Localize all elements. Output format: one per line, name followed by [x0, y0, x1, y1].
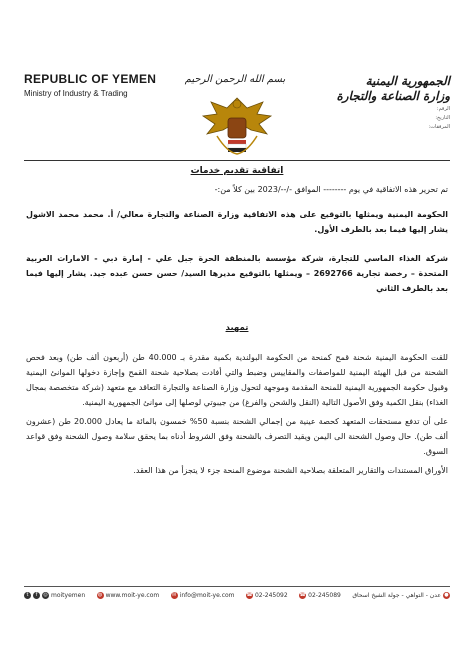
ref-date-label: التاريخ: — [435, 115, 450, 121]
phone-icon: ☎ — [246, 591, 253, 598]
preamble-body — [26, 350, 448, 482]
instagram-icon: ◎ — [43, 591, 48, 598]
second-party-paragraph: شركة الغذاء الماسي للتجارة، شركة مؤسسة بالمنطقة الحرة جبل علي - إمارة دبي - الامارات العربية المتحدة – رخصة تجارية 2692766 – ويمثلها بالتوقيع مديرها السيد/ حسن حسن عبده جيد. يشار إليها فيما بعد بالطرف الثاني — [26, 254, 448, 293]
country-name-ar: الجمهورية اليمنية — [365, 74, 450, 88]
header-divider — [24, 160, 450, 161]
social-handle[interactable] — [24, 592, 85, 599]
address-text: عدن - التواهي - جولة الشيخ اسحاق — [352, 591, 441, 599]
preamble-paragraph: الأوراق المستندات والتقارير المتعلقة بصلاحية الشحنة موضوع المنحة جزء لا يتجزأ من هذا العقد. — [133, 466, 448, 475]
yemen-emblem-icon — [197, 92, 277, 158]
preamble-paragraph: للقت الحكومة اليمنية شحنة قمح كمنحة من الحكومة البولندية بكمية مقدرة بـ 40.000 طن (أربعون ألف طن) وبعد فحص الشحنة من قبل الهيئة اليمنية للمواصفات والمقاييس وضبط والتي أفادت بصلاحية شحنة القمح وإجازة دخولها الموانئ اليمنية وقبول حكومة الجمهورية اليمنية للمنحة المقدمة وموجهة لتحول وزارة الصناعة والتجارة التعاقد مع متعهد (شركة متخصصة بمجال الغذاء) بنقل الكمية وفق الأصول التالية (النقل والشحن والفرغ) من جيبوتي لوصلها إلى موانئ الجمهورية اليمنية. — [26, 353, 448, 407]
basmala-text: بسم الله الرحمن الرحيم — [184, 74, 286, 85]
address — [352, 592, 450, 599]
footer-divider — [24, 586, 450, 587]
email-text: info@moit-ye.com — [179, 591, 235, 599]
intro-line: تم تحرير هذه الاتفاقية في يوم -------- الموافق -/--/2023 بين كلاً من:- — [214, 185, 448, 194]
facebook-icon: f — [33, 592, 40, 599]
social-handle-text: moityemen — [51, 591, 86, 599]
website-text: www.moit-ye.com — [105, 591, 160, 599]
phone-2[interactable] — [299, 592, 341, 599]
phone-1-text: 02-245092 — [254, 591, 288, 599]
ministry-name-ar: وزارة الصناعة والتجارة — [336, 89, 450, 103]
twitter-icon: t — [24, 592, 31, 599]
letterhead-english — [24, 72, 156, 98]
globe-icon: ◍ — [97, 591, 103, 598]
country-name-en: REPUBLIC OF YEMEN — [24, 72, 157, 86]
ref-number-label: الرقم: — [436, 106, 450, 112]
phone-icon: ☎ — [299, 591, 306, 598]
ministry-name-en: Ministry of Industry & Trading — [24, 89, 128, 98]
first-party-paragraph: الحكومة اليمنية ويمثلها بالتوقيع على هذه الاتفاقية وزارة الصناعة والتجارة معالي/ أ. محمد محمد الاشول يشار إليها فيما بعد بالطرف الأول. — [26, 210, 448, 234]
website-link[interactable] — [97, 592, 160, 599]
footer-bar — [24, 589, 450, 601]
phone-2-text: 02-245089 — [308, 591, 341, 599]
email-icon: ✉ — [172, 591, 177, 598]
preamble-paragraph: على أن تدفع مستحقات المتعهد كحصة عينية من إجمالي الشحنة بنسبة 50% خمسون بالمائة ما يعادل 20.000 طن (عشرون ألف طن). حال وصول الشحنة الى اليمن ويقيد التصرف بالشحنة وفق الشروط أدناه بما يحقق سلامة وصول الشحنة وفق قواعد السوق. — [26, 417, 448, 456]
phone-1[interactable] — [246, 592, 288, 599]
email-link[interactable] — [171, 592, 235, 599]
preamble-heading: تمهيد — [225, 323, 249, 333]
letterhead-arabic — [336, 74, 450, 131]
ref-attachments-label: المرفقات: — [428, 124, 450, 130]
location-pin-icon: ● — [444, 591, 449, 598]
document-title: اتفاقية تقديم خدمات — [190, 166, 284, 176]
